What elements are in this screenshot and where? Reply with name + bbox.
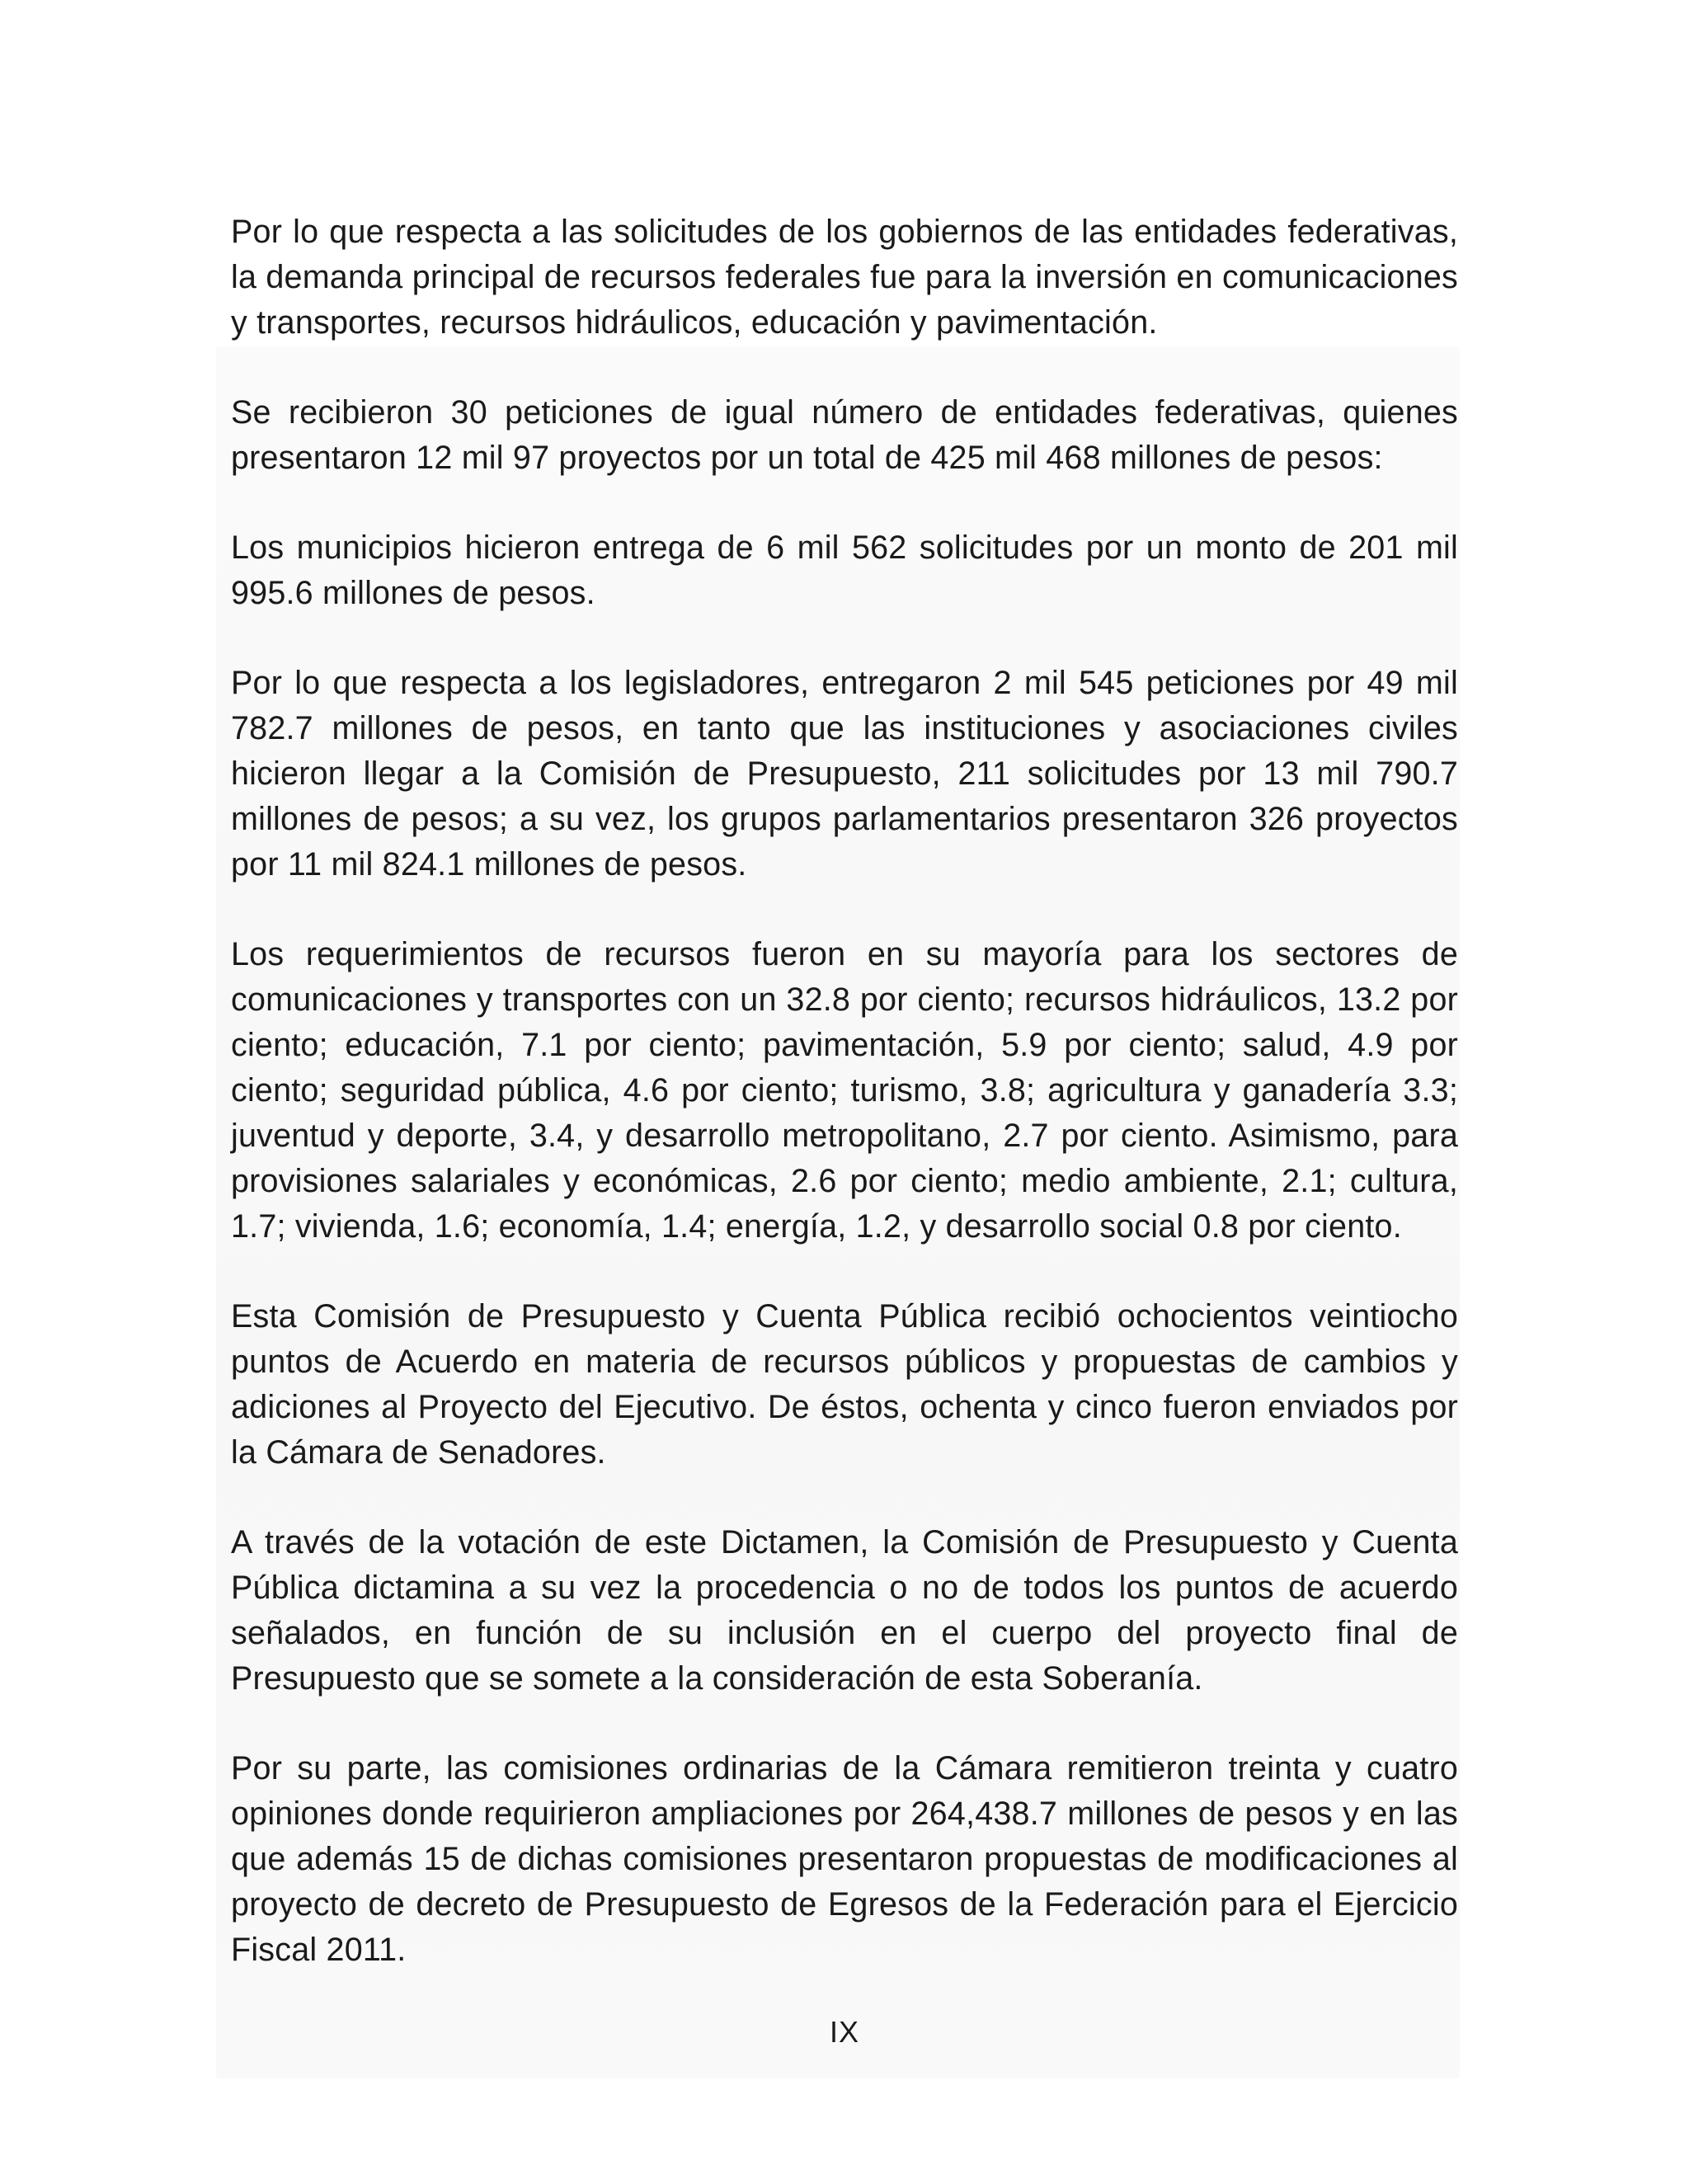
paragraph-comisiones-ordinarias: Por su parte, las comisiones ordinarias de la Cámara remitieron treinta y cuatro opiniones donde requirieron ampliaciones por 264,438.7 millones de pesos y en las que además 15 de dichas comisiones presentaron propuestas de modificaciones al proyecto de decreto de Presupuesto de Egresos de la Federación para el Ejercicio Fiscal 2011.: [231, 1750, 1458, 1968]
page-number: IX: [829, 2015, 859, 2049]
paragraph-municipios: Los municipios hicieron entrega de 6 mil 562 solicitudes por un monto de 201 mil 995.6 millones de pesos.: [231, 530, 1458, 611]
paragraph-requerimientos-sectores: Los requerimientos de recursos fueron en su mayoría para los sectores de comunicaciones y transportes con un 32.8 por ciento; recursos hidráulicos, 13.2 por ciento; educación, 7.1 por ciento; pavimentación, 5.9 por ciento; salud, 4.9 por ciento; seguridad pública, 4.6 por ciento; turismo, 3.8; agricultura y ganadería 3.3; juventud y deporte, 3.4, y desarrollo metropolitano, 2.7 por ciento. Asimismo, para provisiones salariales y económicas, 2.6 por ciento; medio ambiente, 2.1; cultura, 1.7; vivienda, 1.6; economía, 1.4; energía, 1.2, y desarrollo social 0.8 por ciento.: [231, 936, 1458, 1245]
paragraph-entidades-federativas: Por lo que respecta a las solicitudes de los gobiernos de las entidades federativas, la demanda principal de recursos federales fue para la inversión en comunicaciones y transportes, recursos hidráulicos, educación y pavimentación.: [231, 214, 1458, 341]
document-body: [231, 209, 1458, 1973]
paragraph-votacion-dictamen: A través de la votación de este Dictamen, la Comisión de Presupuesto y Cuenta Pública dictamina a su vez la procedencia o no de todos los puntos de acuerdo señalados, en función de su inclusión en el cuerpo del proyecto final de Presupuesto que se somete a la consideración de esta Soberanía.: [231, 1524, 1458, 1697]
paragraph-puntos-de-acuerdo: Esta Comisión de Presupuesto y Cuenta Pública recibió ochocientos veintiocho puntos de Acuerdo en materia de recursos públicos y propuestas de cambios y adiciones al Proyecto del Ejecutivo. De éstos, ochenta y cinco fueron enviados por la Cámara de Senadores.: [231, 1298, 1458, 1471]
paragraph-peticiones-recibidas: Se recibieron 30 peticiones de igual número de entidades federativas, quienes presentaron 12 mil 97 proyectos por un total de 425 mil 468 millones de pesos:: [231, 394, 1458, 476]
paragraph-legisladores: Por lo que respecta a los legisladores, entregaron 2 mil 545 peticiones por 49 mil 782.7 millones de pesos, en tanto que las instituciones y asociaciones civiles hicieron llegar a la Comisión de Presupuesto, 211 solicitudes por 13 mil 790.7 millones de pesos; a su vez, los grupos parlamentarios presentaron 326 proyectos por 11 mil 824.1 millones de pesos.: [231, 665, 1458, 883]
